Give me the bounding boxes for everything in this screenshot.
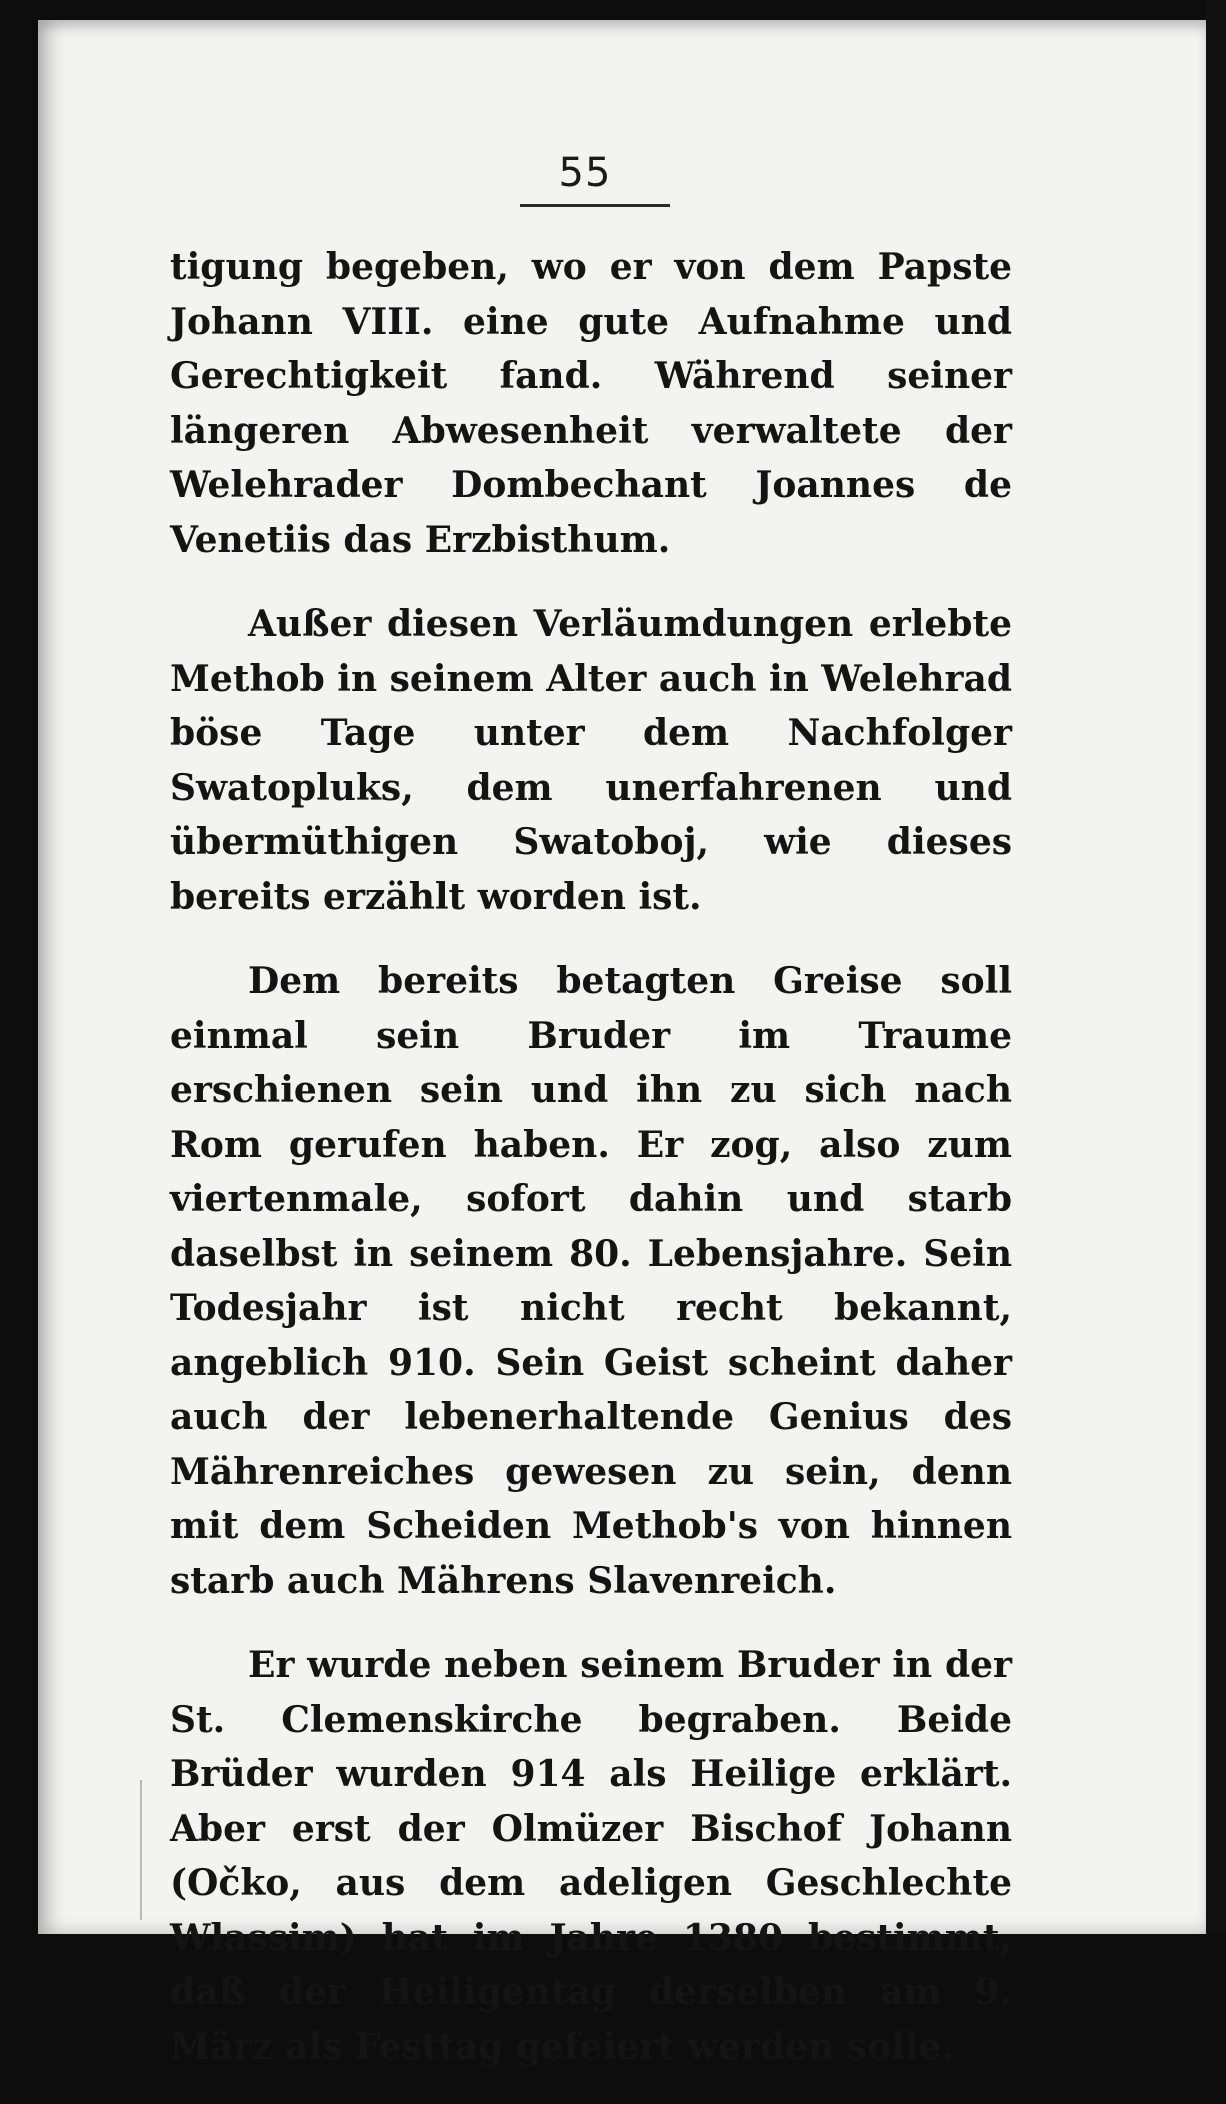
page-number: 55 (558, 150, 612, 196)
body-text (170, 240, 1012, 2104)
gutter-mark (140, 1780, 142, 1920)
page-edge-shadow (1206, 0, 1226, 1934)
paragraph-2: Außer diesen Verläumdungen erlebte Methob in seinem Alter auch in Welehrad böse Tage unter dem Nachfolger Swatopluks, dem unerfahrenen und übermüthigen Swatoboj, wie dieses bereits erzählt worden ist. (170, 603, 1012, 918)
paragraph-3: Dem bereits betagten Greise soll einmal sein Bruder im Traume erschienen sein und ihn zu sich nach Rom gerufen haben. Er zog, also zum viertenmale, sofort dahin und starb daselbst in seinem 80. Lebensjahre. Sein Todesjahr ist nicht recht bekannt, angeblich 910. Sein Geist scheint daher auch der lebenerhaltende Genius des Mährenreiches gewesen zu sein, denn mit dem Scheiden Methob's von hinnen starb auch Mährens Slavenreich. (170, 960, 1012, 1602)
page-number-rule (520, 204, 670, 207)
paragraph-4: Er wurde neben seinem Bruder in der St. Clemenskirche begraben. Beide Brüder wurden 914 als Heilige erklärt. Aber erst der Olmüzer Bischof Johann (Očko, aus dem adeligen Geschlechte Wlassim) hat im Jahre 1380 bestimmt, daß der Heiligentag derselben am 9. März als Festtag gefeiert werden solle. (170, 1644, 1012, 2068)
paragraph-1: tigung begeben, wo er von dem Papste Johann VIII. eine gute Aufnahme und Gerechtigkeit fand. Während seiner längeren Abwesenheit verwaltete der Welehrader Dombechant Joannes de Venetiis das Erzbisthum. (170, 246, 1012, 561)
